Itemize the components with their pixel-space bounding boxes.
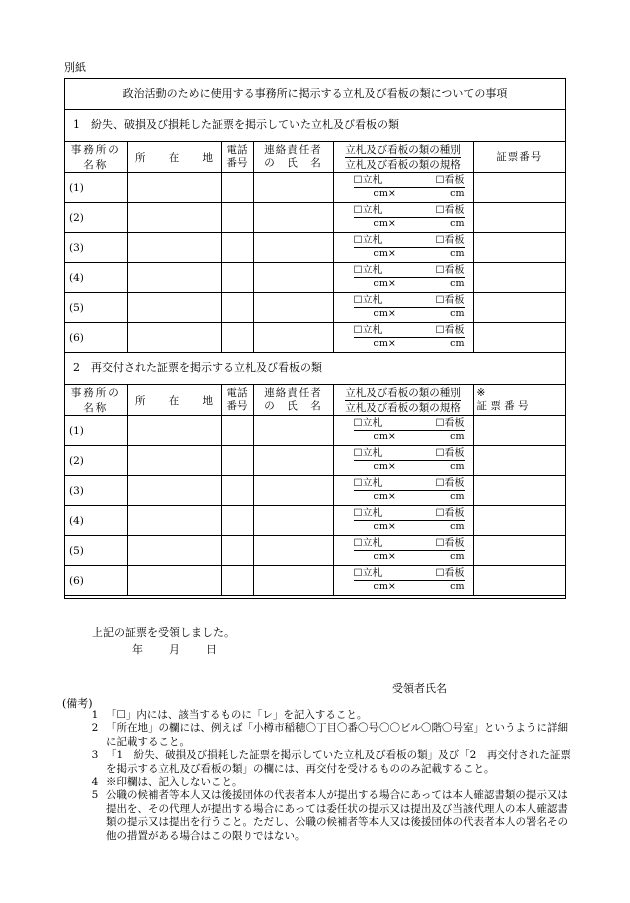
tatefuda-checkbox[interactable]: ☐立札 bbox=[353, 175, 383, 186]
row-number-cell[interactable] bbox=[65, 203, 127, 233]
sign-size-fields bbox=[374, 521, 465, 533]
width-unit-label: cm× bbox=[373, 218, 396, 229]
height-unit-label: cm bbox=[450, 248, 465, 259]
table-row bbox=[65, 416, 565, 446]
sign-type-options bbox=[354, 265, 465, 278]
spec-cell[interactable] bbox=[333, 173, 473, 203]
width-unit-label: cm× bbox=[373, 248, 396, 259]
width-unit-label: cm× bbox=[373, 551, 396, 562]
sign-size-fields bbox=[374, 188, 465, 200]
phone-cell[interactable] bbox=[221, 293, 253, 323]
header-contact-l1: 連絡責任者 bbox=[264, 144, 322, 156]
section1-header-row bbox=[65, 142, 565, 173]
row-number-cell[interactable] bbox=[65, 506, 127, 536]
sign-type-options bbox=[354, 508, 465, 521]
note-item bbox=[84, 776, 574, 789]
contact-cell[interactable] bbox=[253, 173, 333, 203]
width-unit-label: cm× bbox=[373, 308, 396, 319]
tatefuda-checkbox[interactable]: ☐立札 bbox=[353, 265, 383, 276]
table-row bbox=[65, 203, 565, 233]
location-cell[interactable] bbox=[127, 566, 221, 596]
cert-number-cell[interactable] bbox=[473, 566, 565, 596]
receipt-text: 上記の証票を受領しました。 bbox=[92, 626, 235, 639]
kanban-checkbox[interactable]: ☐看板 bbox=[435, 175, 465, 186]
row-number-cell[interactable] bbox=[65, 173, 127, 203]
spec-cell[interactable] bbox=[333, 416, 473, 446]
sign-size-fields bbox=[374, 278, 465, 290]
cert-number-cell[interactable] bbox=[473, 263, 565, 293]
sign-type-options bbox=[354, 568, 465, 581]
spec-cell[interactable] bbox=[333, 536, 473, 566]
header-office-name bbox=[65, 142, 127, 173]
date-day-label: 日 bbox=[206, 643, 217, 656]
header-contact bbox=[253, 142, 333, 173]
table-row bbox=[65, 506, 565, 536]
section2-header-row bbox=[65, 385, 565, 416]
contact-cell[interactable] bbox=[253, 566, 333, 596]
date-line bbox=[132, 641, 243, 657]
contact-cell[interactable] bbox=[253, 233, 333, 263]
phone-cell[interactable] bbox=[221, 203, 253, 233]
table-row bbox=[65, 173, 565, 203]
width-unit-label: cm× bbox=[373, 461, 396, 472]
row-number: (4) bbox=[69, 514, 84, 527]
note-text: 「所在地」の欄には、例えば「小樽市稲穂〇丁目〇番〇号〇〇ビル〇階〇号室」というように詳細に記載すること。 bbox=[106, 722, 568, 748]
table-row bbox=[65, 293, 565, 323]
section2-table bbox=[65, 384, 565, 596]
table-row bbox=[65, 233, 565, 263]
header-phone-l2: 番号 bbox=[226, 157, 248, 169]
contact-cell[interactable] bbox=[253, 476, 333, 506]
height-unit-label: cm bbox=[450, 218, 465, 229]
sign-size-fields bbox=[374, 308, 465, 320]
contact-cell[interactable] bbox=[253, 323, 333, 353]
kanban-checkbox[interactable]: ☐看板 bbox=[435, 508, 465, 519]
height-unit-label: cm bbox=[450, 431, 465, 442]
location-cell[interactable] bbox=[127, 416, 221, 446]
note-text: 公職の候補者等本人又は後援団体の代表者本人が提出する場合にあっては本人確認書類の提示又は提出を、その代理人が提出する場合にあっては委任状の提示又は提出及び当該代理人の本人確認書類の提示又は提出を行うこと。ただし、公職の候補者等本人又は後援団体の代表者本人の署名その他の措置がある場合はこの限りではない。 bbox=[106, 789, 568, 842]
note-item bbox=[84, 789, 574, 843]
header-office-name-text: 事務所の名称 bbox=[70, 387, 121, 414]
header-office-name-text: 事務所の名称 bbox=[70, 144, 121, 171]
tatefuda-checkbox[interactable]: ☐立札 bbox=[353, 235, 383, 246]
date-month-label: 月 bbox=[169, 643, 180, 656]
tatefuda-checkbox[interactable]: ☐立札 bbox=[353, 568, 383, 579]
tatefuda-checkbox[interactable]: ☐立札 bbox=[353, 295, 383, 306]
row-number: (2) bbox=[69, 211, 84, 224]
header-spec-l1: 立札及び看板の類の種別 bbox=[345, 143, 461, 156]
cert-number-cell[interactable] bbox=[473, 446, 565, 476]
row-number: (6) bbox=[69, 574, 84, 587]
location-cell[interactable] bbox=[127, 203, 221, 233]
row-number-cell[interactable] bbox=[65, 233, 127, 263]
width-unit-label: cm× bbox=[373, 431, 396, 442]
sign-type-options bbox=[354, 418, 465, 431]
row-number: (4) bbox=[69, 271, 84, 284]
sign-size-fields bbox=[374, 551, 465, 563]
location-cell[interactable] bbox=[127, 476, 221, 506]
spec-cell[interactable] bbox=[333, 293, 473, 323]
tatefuda-checkbox[interactable]: ☐立札 bbox=[353, 448, 383, 459]
contact-cell[interactable] bbox=[253, 506, 333, 536]
contact-cell[interactable] bbox=[253, 293, 333, 323]
note-text: 「☐」内には、該当するものに「レ」を記入すること。 bbox=[106, 709, 368, 721]
header-contact-l1: 連絡責任者 bbox=[264, 387, 322, 399]
row-number: (2) bbox=[69, 454, 84, 467]
note-number: 2 bbox=[91, 722, 99, 735]
row-number-cell[interactable] bbox=[65, 263, 127, 293]
row-number: (1) bbox=[69, 424, 84, 437]
cert-number-cell[interactable] bbox=[473, 416, 565, 446]
phone-cell[interactable] bbox=[221, 416, 253, 446]
phone-cell[interactable] bbox=[221, 566, 253, 596]
height-unit-label: cm bbox=[450, 491, 465, 502]
section1-heading: 1 紛失、破損及び損耗した証票を掲示していた立札及び看板の類 bbox=[73, 118, 399, 131]
phone-cell[interactable] bbox=[221, 263, 253, 293]
kanban-checkbox[interactable]: ☐看板 bbox=[435, 448, 465, 459]
sign-type-options bbox=[354, 205, 465, 218]
row-number-cell[interactable] bbox=[65, 416, 127, 446]
height-unit-label: cm bbox=[450, 551, 465, 562]
table-row bbox=[65, 263, 565, 293]
note-number: 3 bbox=[91, 749, 99, 762]
form-frame bbox=[64, 78, 566, 599]
contact-cell[interactable] bbox=[253, 416, 333, 446]
contact-cell[interactable] bbox=[253, 536, 333, 566]
spec-cell[interactable] bbox=[333, 566, 473, 596]
phone-cell[interactable] bbox=[221, 476, 253, 506]
tatefuda-checkbox[interactable]: ☐立札 bbox=[353, 478, 383, 489]
row-number: (6) bbox=[69, 331, 84, 344]
cert-number-cell[interactable] bbox=[473, 536, 565, 566]
note-item bbox=[84, 722, 574, 749]
header-phone bbox=[221, 385, 253, 416]
phone-cell[interactable] bbox=[221, 173, 253, 203]
sign-size-fields bbox=[374, 431, 465, 443]
section1-table bbox=[65, 141, 565, 353]
cert-number-cell[interactable] bbox=[473, 293, 565, 323]
header-phone-l2: 番号 bbox=[226, 400, 248, 412]
location-cell[interactable] bbox=[127, 506, 221, 536]
note-number: 1 bbox=[91, 709, 99, 721]
kanban-checkbox[interactable]: ☐看板 bbox=[435, 205, 465, 216]
sign-size-fields bbox=[374, 218, 465, 230]
table-row bbox=[65, 536, 565, 566]
kanban-checkbox[interactable]: ☐看板 bbox=[435, 295, 465, 306]
header-cert-mark: ※ bbox=[476, 387, 486, 399]
header-cert: 証票番号 bbox=[473, 142, 565, 173]
cert-number-cell[interactable] bbox=[473, 506, 565, 536]
phone-cell[interactable] bbox=[221, 536, 253, 566]
header-spec-l2: 立札及び看板の類の規格 bbox=[345, 158, 461, 171]
kanban-checkbox[interactable]: ☐看板 bbox=[435, 265, 465, 276]
tatefuda-checkbox[interactable]: ☐立札 bbox=[353, 205, 383, 216]
height-unit-label: cm bbox=[450, 521, 465, 532]
tatefuda-checkbox[interactable]: ☐立札 bbox=[353, 508, 383, 519]
tatefuda-checkbox[interactable]: ☐立札 bbox=[353, 325, 383, 336]
height-unit-label: cm bbox=[450, 461, 465, 472]
header-location-text: 所在地 bbox=[135, 394, 213, 407]
width-unit-label: cm× bbox=[373, 581, 396, 592]
section2-heading: 2 再交付された証票を掲示する立札及び看板の類 bbox=[73, 361, 322, 374]
row-number: (3) bbox=[69, 241, 84, 254]
table-row bbox=[65, 446, 565, 476]
row-number-cell[interactable] bbox=[65, 566, 127, 596]
spec-cell[interactable] bbox=[333, 233, 473, 263]
kanban-checkbox[interactable]: ☐看板 bbox=[435, 325, 465, 336]
kanban-checkbox[interactable]: ☐看板 bbox=[435, 418, 465, 429]
header-location-text: 所在地 bbox=[135, 151, 213, 164]
note-text: ※印欄は、記入しないこと。 bbox=[106, 776, 243, 789]
row-number: (3) bbox=[69, 484, 84, 497]
contact-cell[interactable] bbox=[253, 203, 333, 233]
contact-cell[interactable] bbox=[253, 263, 333, 293]
location-cell[interactable] bbox=[127, 233, 221, 263]
sign-size-fields bbox=[374, 338, 465, 350]
note-item bbox=[84, 709, 574, 722]
cert-number-cell[interactable] bbox=[473, 173, 565, 203]
note-number: 4 bbox=[91, 776, 99, 789]
notes-list bbox=[84, 709, 574, 843]
width-unit-label: cm× bbox=[373, 521, 396, 532]
tatefuda-checkbox[interactable]: ☐立札 bbox=[353, 418, 383, 429]
row-number-cell[interactable] bbox=[65, 293, 127, 323]
kanban-checkbox[interactable]: ☐看板 bbox=[435, 568, 465, 579]
height-unit-label: cm bbox=[450, 308, 465, 319]
spec-cell[interactable] bbox=[333, 476, 473, 506]
header-spec bbox=[333, 385, 473, 416]
height-unit-label: cm bbox=[450, 581, 465, 592]
header-office-name bbox=[65, 385, 127, 416]
phone-cell[interactable] bbox=[221, 233, 253, 263]
cert-number-cell[interactable] bbox=[473, 476, 565, 506]
table-row bbox=[65, 476, 565, 506]
location-cell[interactable] bbox=[127, 263, 221, 293]
recipient-name-label: 受領者氏名 bbox=[392, 682, 447, 695]
spec-cell[interactable] bbox=[333, 506, 473, 536]
cert-number-cell[interactable] bbox=[473, 233, 565, 263]
header-location bbox=[127, 142, 221, 173]
header-location bbox=[127, 385, 221, 416]
row-number: (1) bbox=[69, 181, 84, 194]
sign-type-options bbox=[354, 175, 465, 188]
sign-size-fields bbox=[374, 491, 465, 503]
width-unit-label: cm× bbox=[373, 188, 396, 199]
sign-type-options bbox=[354, 478, 465, 491]
sign-type-options bbox=[354, 448, 465, 461]
header-phone bbox=[221, 142, 253, 173]
kanban-checkbox[interactable]: ☐看板 bbox=[435, 538, 465, 549]
location-cell[interactable] bbox=[127, 323, 221, 353]
location-cell[interactable] bbox=[127, 293, 221, 323]
row-number-cell[interactable] bbox=[65, 446, 127, 476]
table-row bbox=[65, 566, 565, 596]
phone-cell[interactable] bbox=[221, 323, 253, 353]
sign-type-options bbox=[354, 235, 465, 248]
sign-type-options bbox=[354, 538, 465, 551]
header-cert bbox=[473, 385, 565, 416]
table-row bbox=[65, 323, 565, 353]
header-spec bbox=[333, 142, 473, 173]
header-spec-l2: 立札及び看板の類の規格 bbox=[345, 401, 461, 414]
sign-size-fields bbox=[374, 461, 465, 473]
sign-type-options bbox=[354, 325, 465, 338]
phone-cell[interactable] bbox=[221, 446, 253, 476]
header-spec-l1: 立札及び看板の類の種別 bbox=[345, 386, 461, 399]
location-cell[interactable] bbox=[127, 173, 221, 203]
spec-cell[interactable] bbox=[333, 446, 473, 476]
header-phone-l1: 電話 bbox=[226, 144, 248, 156]
width-unit-label: cm× bbox=[373, 491, 396, 502]
row-number-cell[interactable] bbox=[65, 323, 127, 353]
header-contact bbox=[253, 385, 333, 416]
location-cell[interactable] bbox=[127, 446, 221, 476]
width-unit-label: cm× bbox=[373, 278, 396, 289]
cert-number-cell[interactable] bbox=[473, 323, 565, 353]
note-number: 5 bbox=[91, 789, 99, 802]
remarks-label: (備考) bbox=[62, 697, 93, 710]
phone-cell[interactable] bbox=[221, 506, 253, 536]
note-item bbox=[84, 749, 574, 776]
row-number-cell[interactable] bbox=[65, 536, 127, 566]
height-unit-label: cm bbox=[450, 278, 465, 289]
spec-cell[interactable] bbox=[333, 203, 473, 233]
spec-cell[interactable] bbox=[333, 323, 473, 353]
width-unit-label: cm× bbox=[373, 338, 396, 349]
cert-number-cell[interactable] bbox=[473, 203, 565, 233]
contact-cell[interactable] bbox=[253, 446, 333, 476]
row-number: (5) bbox=[69, 301, 84, 314]
date-year-label: 年 bbox=[132, 643, 143, 656]
tatefuda-checkbox[interactable]: ☐立札 bbox=[353, 538, 383, 549]
kanban-checkbox[interactable]: ☐看板 bbox=[435, 235, 465, 246]
form-title: 政治活動のために使用する事務所に掲示する立札及び看板の類についての事項 bbox=[65, 79, 565, 110]
sign-size-fields bbox=[374, 581, 465, 593]
location-cell[interactable] bbox=[127, 536, 221, 566]
header-phone-l1: 電話 bbox=[226, 387, 248, 399]
row-number: (5) bbox=[69, 544, 84, 557]
kanban-checkbox[interactable]: ☐看板 bbox=[435, 478, 465, 489]
height-unit-label: cm bbox=[450, 338, 465, 349]
header-contact-l2: の 氏 名 bbox=[264, 157, 322, 169]
spec-cell[interactable] bbox=[333, 263, 473, 293]
height-unit-label: cm bbox=[450, 188, 465, 199]
annex-label: 別紙 bbox=[64, 61, 86, 74]
row-number-cell[interactable] bbox=[65, 476, 127, 506]
sign-type-options bbox=[354, 295, 465, 308]
header-contact-l2: の 氏 名 bbox=[264, 400, 322, 412]
note-text: 「1 紛失、破損及び損耗した証票を掲示していた立札及び看板の類」及び「2 再交付された証票を掲示する立札及び看板の類」の欄には、再交付を受けるもののみ記載すること。 bbox=[106, 749, 571, 775]
header-cert-text: 証 票 番 号 bbox=[476, 400, 529, 412]
sign-size-fields bbox=[374, 248, 465, 260]
